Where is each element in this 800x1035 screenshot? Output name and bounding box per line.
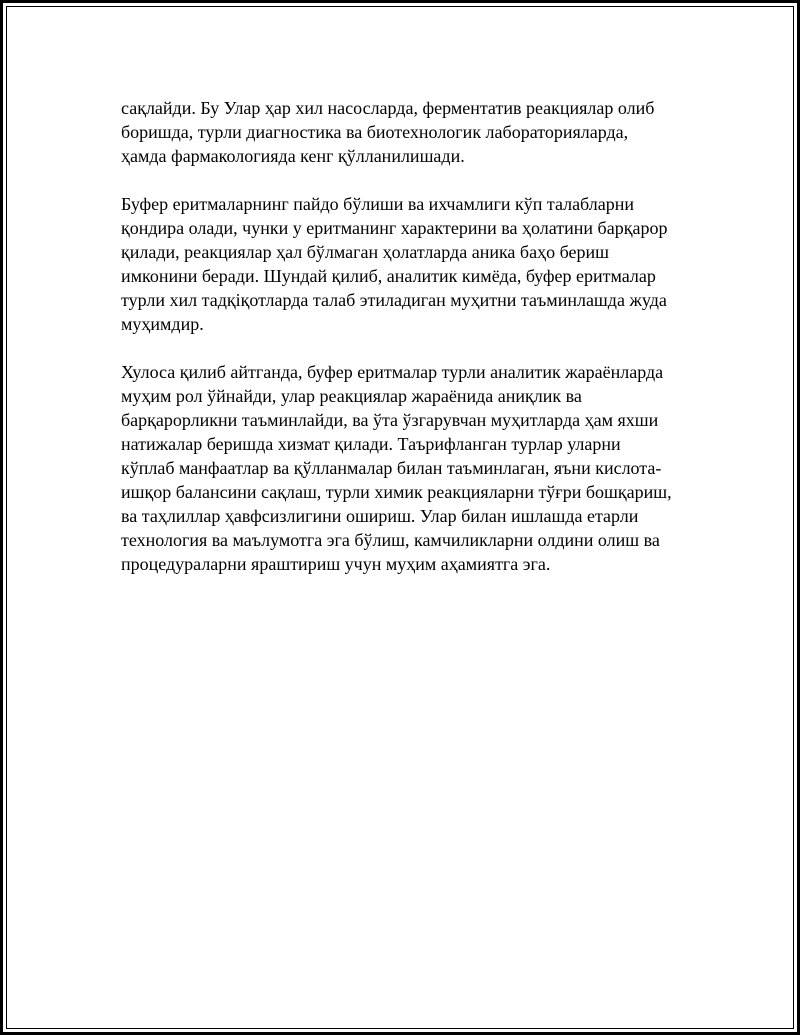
text-line: қилади, реакциялар ҳал бўлмаган ҳолатларда аника баҳо бериш [121, 242, 609, 262]
text-line: қондира олади, чунки у еритманинг характерини ва ҳолатини барқарор [121, 218, 668, 238]
text-line: ва таҳлиллар ҳавфсизлигини ошириш. Улар билан ишлашда етарли [121, 506, 639, 526]
paragraph-1 [121, 96, 721, 168]
paragraph-2 [121, 192, 721, 336]
document-body [121, 96, 721, 600]
text-line: технология ва маълумотга эга бўлиш, камчиликларни олдини олиш ва [121, 530, 660, 550]
text-line: Буфер еритмаларнинг пайдо бўлиши ва ихчамлиги кўп талабларни [121, 194, 635, 214]
text-line: натижалар беришда хизмат қилади. Таърифланган турлар уларни [121, 434, 621, 454]
text-line: ишқор балансини сақлаш, турли химик реакцияларни тўғри бошқариш, [121, 482, 672, 502]
text-line: барқарорликни таъминлайди, ва ўта ўзгарувчан муҳитларда ҳам яхши [121, 410, 659, 430]
text-line: турли хил тадқіқотларда талаб этиладиган муҳитни таъминлашда жуда [121, 290, 667, 310]
paragraph-3 [121, 360, 721, 576]
text-line: кўплаб манфаатлар ва қўлланмалар билан таъминлаган, яъни кислота- [121, 458, 662, 478]
text-line: муҳим рол ўйнайди, улар реакциялар жараёнида аниқлик ва [121, 386, 582, 406]
text-line: ҳамда фармакологияда кенг қўлланилишади. [121, 146, 465, 166]
text-line: боришда, турли диагностика ва биотехнологик лабораторияларда, [121, 122, 629, 142]
text-line: имконини беради. Шундай қилиб, аналитик кимёда, буфер еритмалар [121, 266, 656, 286]
text-line: сақлайди. Бу Улар ҳар хил насосларда, ферментатив реакциялар олиб [121, 98, 655, 118]
text-line: Хулоса қилиб айтганда, буфер еритмалар турли аналитик жараёнларда [121, 362, 664, 382]
text-line: процедураларни яраштириш учун муҳим аҳамиятга эга. [121, 554, 551, 574]
text-line: муҳимдир. [121, 314, 204, 334]
